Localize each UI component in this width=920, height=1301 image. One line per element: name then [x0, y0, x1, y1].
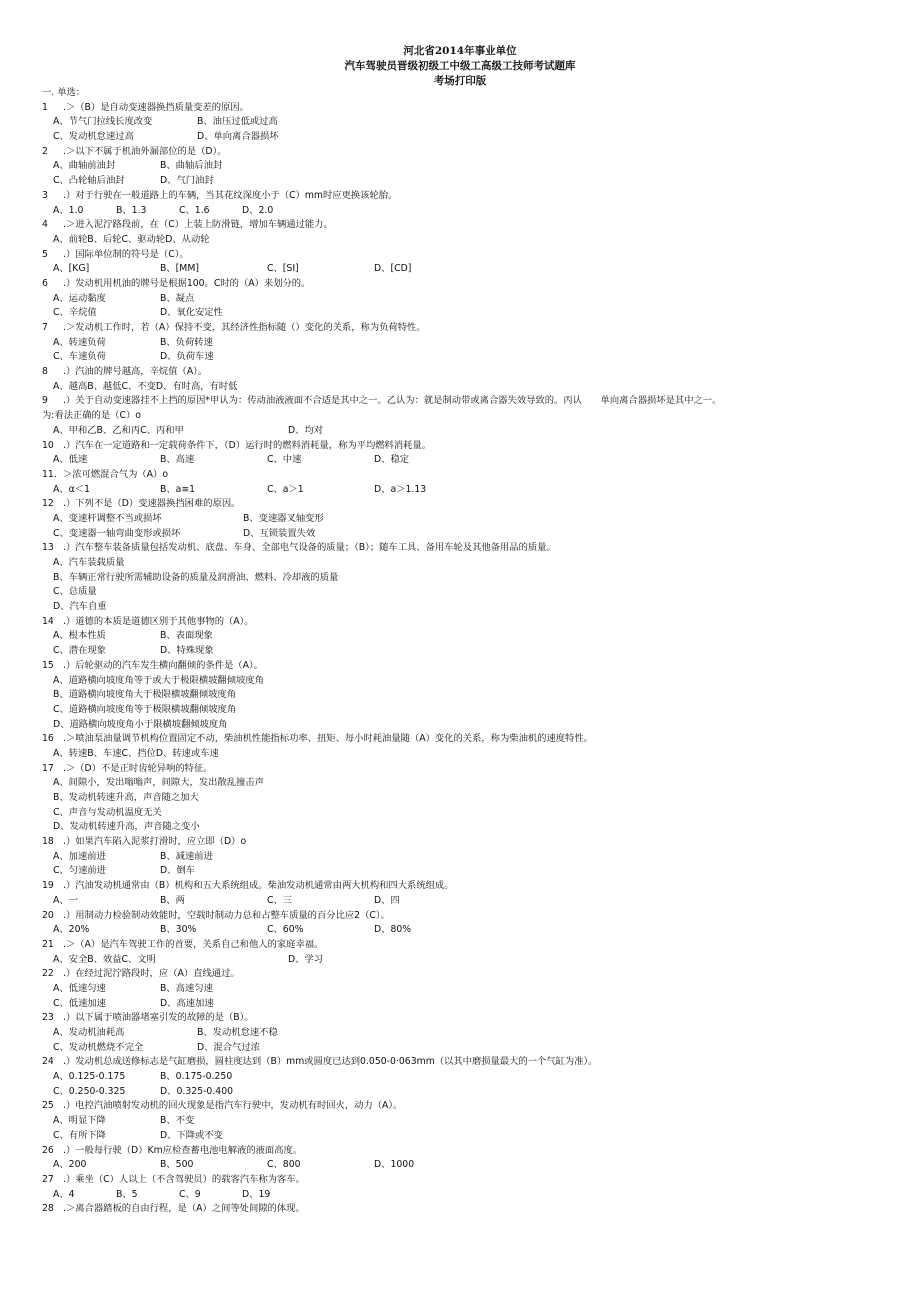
question-number: 14 [42, 615, 54, 627]
question-text: ＞浓可燃混合气为（A）o [63, 468, 169, 480]
answer-option: D、四 [374, 894, 400, 906]
answer-option: A、汽车装载质量 [53, 557, 125, 568]
question-number: 1 [42, 101, 48, 113]
question-text: .＞（B）是自动变速器换挡质量变差的原因。 [63, 101, 249, 113]
answer-option: C、1.6 [179, 204, 210, 216]
answer-option: A、加速前进 [53, 850, 106, 862]
question-5 [42, 248, 892, 263]
answer-option: B、负荷转速 [160, 336, 213, 348]
option-row [42, 1026, 892, 1041]
option-row [42, 1085, 892, 1100]
option-row [42, 791, 892, 806]
option-row [42, 644, 892, 659]
answer-option: C、车速负荷 [53, 351, 106, 363]
question-text: .＞（A）是汽车驾驶工作的首要，关系自己和他人的家庭幸福。 [63, 938, 324, 950]
option-row [42, 718, 892, 733]
answer-option: B、a≡1 [160, 483, 196, 495]
option-row [42, 629, 892, 644]
question-text: .）关于自动变速器挂不上挡的原因*甲认为：传动油液液面不合适是其中之一。乙认为：就是制动带或离合器失效导致的。丙认 单向离合器损坏是其中之一。 [63, 395, 722, 407]
answer-option: C、声音与发动机温度无关 [53, 806, 162, 818]
question-text: .）汽车在一定道路和一定载荷条件下，（D）运行时的燃料消耗量，称为平均燃料消耗量。 [63, 439, 432, 451]
answer-option: D、0.325-0.400 [160, 1085, 234, 1097]
answer-option: A、低速匀速 [53, 982, 106, 994]
question-text: .）对于行驶在一般道路上的车辆，当其花纹深度小于（C）mm时应更换该轮胎。 [63, 189, 398, 201]
answer-option: C、发动机怠速过高 [53, 131, 134, 143]
question-text: .）发动机总成送修标志是气缸磨损，圆柱度达到（B）mm或圆度已达到0.050-0·063mm（以其中磨损量最大的一个气缸为准）。 [63, 1056, 598, 1068]
answer-option: B、减速前进 [160, 850, 213, 862]
question-21 [42, 938, 892, 953]
question-number: 19 [42, 880, 54, 892]
question-text: .＞（D）不是正时齿轮异响的特征。 [63, 762, 213, 774]
question-number: 11. [42, 468, 57, 480]
question-number: 23 [42, 1012, 54, 1024]
question-text: .）汽油的牌号越高，辛烷值（A）。 [63, 366, 208, 378]
answer-option: A、α＜1 [53, 483, 90, 495]
question-25 [42, 1099, 892, 1114]
question-continuation: 为:看法正确的是（C）o [42, 410, 141, 422]
option-row [42, 1158, 892, 1173]
answer-option: C、变速器一轴弯曲变形或损坏 [53, 527, 181, 539]
answer-option: C、9 [179, 1188, 201, 1200]
answer-option: C、60% [267, 924, 304, 936]
answer-option: C、发动机燃烧不完全 [53, 1041, 144, 1053]
answer-option: D、氧化安定性 [160, 307, 223, 319]
question-2 [42, 145, 892, 160]
question-number: 26 [42, 1144, 54, 1156]
answer-option: A、根本性质 [53, 630, 106, 642]
answer-option: D、单向离合器损坏 [197, 131, 279, 143]
answer-option: A、越高B、越低C、不变D、有时高，有时低 [53, 380, 238, 392]
answer-option: B、车辆正常行驶所需辅助设备的质量及润滑油、燃料、冷却液的质量 [53, 571, 339, 583]
question-number: 4 [42, 219, 48, 231]
answer-option: D、高速加速 [160, 997, 214, 1009]
answer-option: B、1.3 [116, 204, 147, 216]
answer-option: B、30% [160, 924, 197, 936]
question-28 [42, 1202, 892, 1217]
question-text: .＞离合器踏板的自由行程，是（A）之间等处间隙的体现。 [63, 1203, 305, 1215]
question-text: .）发动机用机油的牌号是根据100。C时的（A）来划分的。 [63, 277, 311, 289]
option-row [42, 1188, 892, 1203]
question-20 [42, 909, 892, 924]
question-1 [42, 101, 892, 116]
question-18 [42, 835, 892, 850]
answer-option: C、总质量 [53, 586, 97, 598]
option-row [42, 174, 892, 189]
answer-option: D、特殊现象 [160, 645, 214, 657]
question-text: .）下列不是（D）变速器换挡困难的原因。 [63, 498, 241, 510]
option-row [42, 806, 892, 821]
question-text: .）在经过泥泞路段时，应（A）直线通过。 [63, 968, 240, 980]
question-4 [42, 218, 892, 233]
answer-option: A、1.0 [53, 204, 84, 216]
answer-option: A、甲和乙B、乙和丙C、丙和甲 [53, 424, 184, 436]
section-heading: 一. 单选： [42, 87, 86, 98]
answer-option: A、转速B、车速C、挡位D、转速或车速 [53, 747, 219, 759]
question-number: 20 [42, 909, 54, 921]
answer-option: B、不变 [160, 1115, 195, 1127]
header-line-1: 河北省2014年事业单位 [403, 45, 517, 57]
question-number: 7 [42, 322, 48, 333]
question-text: .＞进入泥泞路段前，在（C）上装上防滑链，增加车辆通过能力。 [63, 219, 333, 231]
answer-option: D、混合气过浓 [197, 1041, 260, 1053]
answer-option: A、4 [53, 1188, 75, 1200]
option-row [42, 1070, 892, 1085]
answer-option: C、有所下降 [53, 1129, 106, 1141]
answer-option: B、高速匀速 [160, 982, 213, 994]
question-3 [42, 189, 892, 204]
answer-option: A、0.125-0.175 [53, 1071, 126, 1083]
question-16 [42, 732, 892, 747]
option-row [42, 850, 892, 865]
option-row [42, 512, 892, 527]
question-text: .）电控汽油喷射发动机的回火现象是指汽车行驶中，发动机有时回火，动力（A）。 [63, 1100, 403, 1112]
question-number: 8 [42, 366, 48, 378]
answer-option: B、发动机转速升高，声音随之加大 [53, 792, 199, 803]
question-text: .）道德的本质是道德区别于其他事物的（A）。 [63, 615, 254, 627]
option-row [42, 350, 892, 365]
answer-option: D、负荷车速 [160, 351, 214, 363]
answer-option: C、[SI] [267, 263, 299, 275]
question-number: 22 [42, 968, 54, 980]
answer-option: C、a＞1 [267, 483, 304, 495]
question-number: 27 [42, 1173, 54, 1185]
question-12 [42, 497, 892, 512]
option-row [42, 747, 892, 762]
option-row [42, 894, 892, 909]
answer-option: D、下降或不变 [160, 1129, 223, 1141]
question-10 [42, 439, 892, 454]
question-17 [42, 762, 892, 777]
answer-option: D、19 [242, 1188, 271, 1200]
answer-option: B、[MM] [160, 263, 199, 275]
option-row [42, 674, 892, 689]
answer-option: B、500 [160, 1159, 194, 1171]
answer-option: C、中速 [267, 454, 302, 466]
document-header [0, 44, 920, 89]
answer-option: B、高速 [160, 454, 195, 466]
answer-option: A、曲轴前油封 [53, 160, 116, 172]
question-text: .＞以下不属于机油外漏部位的是（D）。 [63, 145, 227, 157]
answer-option: A、明显下降 [53, 1115, 106, 1127]
header-line-2: 汽车驾驶员晋级初级工中级工高级工技师考试题库 [344, 60, 576, 72]
question-19 [42, 879, 892, 894]
option-row [42, 600, 892, 615]
option-row [42, 453, 892, 468]
question-text: .）汽油发动机通常由（B）机构和五大系统组成。柴油发动机通常由两大机构和四大系统组成。 [63, 880, 454, 892]
option-row [42, 115, 892, 130]
answer-option: B、发动机怠速不稳 [197, 1027, 278, 1038]
question-list [42, 86, 892, 1217]
question-text: .＞发动机工作时，若（A）保持不变，其经济性指标随（）变化的关系，称为负荷特性。 [63, 322, 426, 333]
question-text: .）用制动力检验制动效能时，空载时制动力总和占整车质量的百分比应2（C）。 [63, 909, 390, 921]
question-13 [42, 541, 892, 556]
option-row [42, 424, 892, 439]
question-27 [42, 1173, 892, 1188]
option-row [42, 159, 892, 174]
question-text: .）如果汽车陷入泥浆打滑时，应立即（D）o [63, 836, 247, 848]
answer-option: D、气门油封 [160, 175, 214, 187]
option-row [42, 585, 892, 600]
option-row [42, 1041, 892, 1056]
option-row [42, 262, 892, 277]
answer-option: D、道路横向坡度角小于限横坡翻倾坡度角 [53, 718, 228, 730]
question-number: 21 [42, 938, 54, 950]
option-row [42, 556, 892, 571]
option-row [42, 483, 892, 498]
option-row [42, 982, 892, 997]
question-number: 5 [42, 248, 48, 260]
option-row [42, 306, 892, 321]
option-row [42, 997, 892, 1012]
question-number: 16 [42, 733, 54, 745]
question-15 [42, 659, 892, 674]
answer-option: B、道路横向坡度角大于极限横坡翻倾坡度角 [53, 689, 237, 701]
question-number: 12 [42, 498, 54, 510]
header-line-3: 考场打印版 [433, 75, 487, 87]
answer-option: D、a＞1.13 [374, 483, 427, 495]
answer-option: A、一 [53, 894, 78, 906]
answer-option: A、运动黏度 [53, 292, 106, 304]
option-row [42, 703, 892, 718]
option-row [42, 864, 892, 879]
question-text: .）以下属于喷油器堵塞引发的故障的是（B）。 [63, 1012, 254, 1024]
answer-option: A、前轮B、后轮C、驱动轮D、从动轮 [53, 233, 210, 245]
option-row [42, 336, 892, 351]
option-row [42, 130, 892, 145]
answer-option: D、2.0 [242, 204, 274, 216]
answer-option: D、汽车自重 [53, 601, 107, 613]
option-row [42, 527, 892, 542]
question-number: 18 [42, 836, 54, 848]
answer-option: C、辛烷值 [53, 307, 97, 319]
question-26 [42, 1144, 892, 1159]
answer-option: B、0.175-0.250 [160, 1071, 233, 1083]
answer-option: D、发动机转速升高，声音随之变小 [53, 821, 200, 833]
option-row [42, 571, 892, 586]
question-number: 3 [42, 189, 48, 201]
question-6 [42, 277, 892, 292]
answer-option: A、20% [53, 924, 90, 936]
option-row [42, 1129, 892, 1144]
answer-option: A、间隙小，发出嗡嗡声，间隙大，发出散乱撞击声 [53, 777, 264, 789]
answer-option: D、1000 [374, 1159, 415, 1171]
answer-option: B、5 [116, 1188, 138, 1200]
option-row [42, 380, 892, 395]
answer-option: B、表面现象 [160, 630, 213, 642]
answer-option: A、节气门拉线长度改变 [53, 116, 153, 128]
option-row [42, 204, 892, 219]
question-text: .＞喷油泵油量调节机构位置固定不动，柴油机性能指标功率、扭矩、每小时耗油量随（A）变化的关系，称为柴油机的速度特性。 [63, 733, 593, 745]
answer-option: A、变速杆调整不当或损坏 [53, 512, 162, 524]
question-7 [42, 321, 892, 336]
answer-option: C、三 [267, 894, 293, 906]
question-text: .）一般每行驶（D）Km应检查蓄电池电解液的液面高度。 [63, 1144, 303, 1156]
answer-option: C、潜在现象 [53, 645, 106, 657]
answer-option: A、低速 [53, 454, 88, 466]
option-row [42, 292, 892, 307]
option-row [42, 953, 892, 968]
answer-option: D、学习 [288, 953, 324, 965]
question-text: .）汽车整车装备质量包括发动机、底盘、车身、全部电气设备的质量；（B）；随车工具、备用车轮及其他备用品的质量。 [63, 542, 556, 554]
question-number: 25 [42, 1100, 54, 1112]
question-14 [42, 615, 892, 630]
answer-option: B、凝点 [160, 292, 195, 304]
option-row [42, 233, 892, 248]
answer-option: D、[CD] [374, 263, 412, 275]
question-number: 15 [42, 659, 54, 671]
question-24 [42, 1055, 892, 1070]
answer-option: D、80% [374, 924, 412, 936]
question-9 [42, 394, 892, 409]
answer-option: B、变速器叉轴变形 [243, 512, 324, 524]
question-number: 24 [42, 1056, 54, 1068]
answer-option: B、曲轴后油封 [160, 160, 223, 172]
answer-option: A、道路横向坡度角等于或大于极限横坡翻倾坡度角 [53, 674, 264, 686]
answer-option: A、发动机油耗高 [53, 1027, 125, 1038]
question-number: 28 [42, 1203, 54, 1215]
option-row [42, 776, 892, 791]
question-text: .）国际单位制的符号是（C）。 [63, 248, 189, 260]
answer-option: C、匀速前进 [53, 865, 106, 877]
answer-option: C、800 [267, 1159, 301, 1171]
question-22 [42, 967, 892, 982]
question-23 [42, 1011, 892, 1026]
question-text: .）后轮驱动的汽车发生横向翻倾的条件是（A）。 [63, 659, 263, 671]
answer-option: D、均对 [288, 424, 324, 436]
question-text: .）乘坐（C）人以上（不含驾驶员）的载客汽车称为客车。 [63, 1173, 305, 1185]
answer-option: C、道路横向坡度角等于极限横坡翻倾坡度角 [53, 703, 237, 715]
answer-option: A、200 [53, 1159, 87, 1171]
option-row [42, 688, 892, 703]
answer-option: D、倒车 [160, 865, 196, 877]
answer-option: B、油压过低或过高 [197, 116, 278, 128]
answer-option: A、[KG] [53, 263, 90, 275]
answer-option: A、安全B、效益C、文明 [53, 953, 156, 965]
answer-option: D、互锁装置失效 [243, 527, 316, 539]
answer-option: C、凸轮轴后油封 [53, 175, 125, 187]
answer-option: D、稳定 [374, 454, 410, 466]
question-number: 10 [42, 439, 54, 451]
question-11 [42, 468, 892, 483]
option-row [42, 820, 892, 835]
answer-option: C、低速加速 [53, 997, 106, 1009]
question-number: 6 [42, 277, 48, 289]
answer-option: B、两 [160, 894, 185, 906]
question-number: 9 [42, 395, 48, 407]
question-number: 13 [42, 542, 54, 554]
option-row [42, 923, 892, 938]
option-row [42, 1114, 892, 1129]
question-8 [42, 365, 892, 380]
question-number: 2 [42, 145, 48, 157]
answer-option: A、转速负荷 [53, 336, 106, 348]
question-number: 17 [42, 762, 54, 774]
answer-option: C、0.250-0.325 [53, 1085, 126, 1097]
